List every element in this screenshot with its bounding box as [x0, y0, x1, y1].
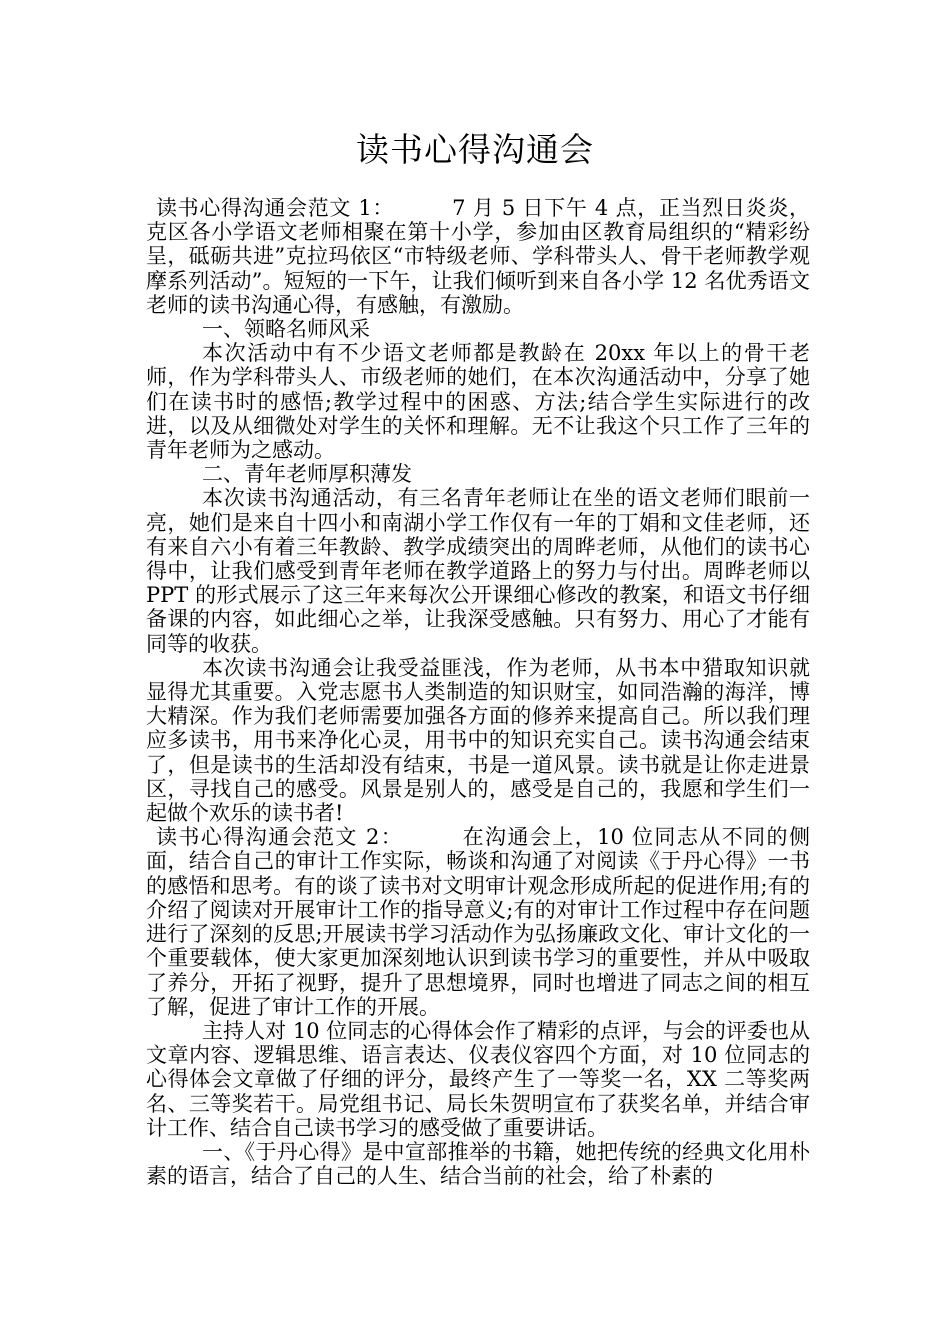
paragraph-essay-1 [146, 196, 810, 317]
paragraph: 本次读书沟通活动，有三名青年老师让在坐的语文老师们眼前一亮，她们是来自十四小和南湖小学工作仅有一年的丁娟和文佳老师，还有来自六小有着三年教龄、教学成绩突出的周晔老师，从他们的读书心得中，让我们感受到青年老师在教学道路上的努力与付出。周晔老师以 PPT 的形式展示了这三年来每次公开课细心修改的教案，和语文书仔细备课的内容，如此细心之举，让我深受感触。只有努力、用心了才能有同等的收获。 [146, 486, 810, 656]
paragraph-text: 在沟通会上，10 位同志从不同的侧面，结合自己的审计工作实际，畅谈和沟通了对阅读《于丹心得》一书的感悟和思考。有的谈了读书对文明审计观念形成所起的促进作用;有的介绍了阅读对开展审计工作的指导意义;有的对审计工作过程中存在问题进行了深刻的反思;开展读书学习活动作为弘扬廉政文化、审计文化的一个重要载体，使大家更加深刻地认识到读书学习的重要性，并从中吸取了养分，开拓了视野，提升了思想境界，同时也增进了同志之间的相互了解，促进了审计工作的开展。 [146, 825, 810, 1019]
paragraph-essay-2 [146, 825, 810, 1019]
essay-label: 读书心得沟通会范文 2： [156, 825, 404, 850]
paragraph-text: 7 月 5 日下午 4 点，正当烈日炎炎，克区各小学语文老师相聚在第十小学，参加由区教育局组织的“精彩纷呈，砥砺共进”克拉玛依区“市特级老师、学科带头人、骨干老师教学观摩系列活动”。短短的一下午，让我们倾听到来自各小学 12 名优秀语文老师的读书沟通心得，有感触，有激励。 [146, 196, 810, 317]
paragraph: 主持人对 10 位同志的心得体会作了精彩的点评，与会的评委也从文章内容、逻辑思维、语言表达、仪表仪容四个方面，对 10 位同志的心得体会文章做了仔细的评分，最终产生了一等奖一名，XX 二等奖两名、三等奖若干。局党组书记、局长朱贺明宣布了获奖名单，并结合审计工作、结合自己读书学习的感受做了重要讲话。 [146, 1018, 810, 1140]
document-title: 读书心得沟通会 [356, 130, 594, 169]
paragraph: 本次读书沟通会让我受益匪浅，作为老师，从书本中猎取知识就显得尤其重要。入党志愿书人类制造的知识财宝，如同浩瀚的海洋，博大精深。作为我们老师需要加强各方面的修养来提高自己。所以我们理应多读书，用书来净化心灵，用书中的知识充实自己。读书沟通会结束了，但是读书的生活却没有结束，书是一道风景。读书就是让你走进景区，寻找自己的感受。风景是别人的，感受是自己的，我愿和学生们一起做个欢乐的读书者! [146, 655, 810, 826]
paragraph: 本次活动中有不少语文老师都是教龄在 20xx 年以上的骨干老师，作为学科带头人、市级老师的她们，在本次沟通活动中，分享了她们在读书时的感悟;教学过程中的困惑、方法;结合学生实际进行的改进，以及从细微处对学生的关怀和理解。无不让我这个只工作了三年的青年老师为之感动。 [146, 341, 810, 463]
section-heading: 二、青年老师厚积薄发 [202, 462, 412, 487]
document-body [146, 196, 810, 1188]
essay-label: 读书心得沟通会范文 1： [156, 196, 395, 220]
section-heading: 一、领略名师风采 [202, 317, 370, 342]
paragraph: 一、《于丹心得》是中宣部推举的书籍，她把传统的经典文化用朴素的语言，结合了自己的人生、结合当前的社会，给了朴素的 [146, 1139, 810, 1189]
